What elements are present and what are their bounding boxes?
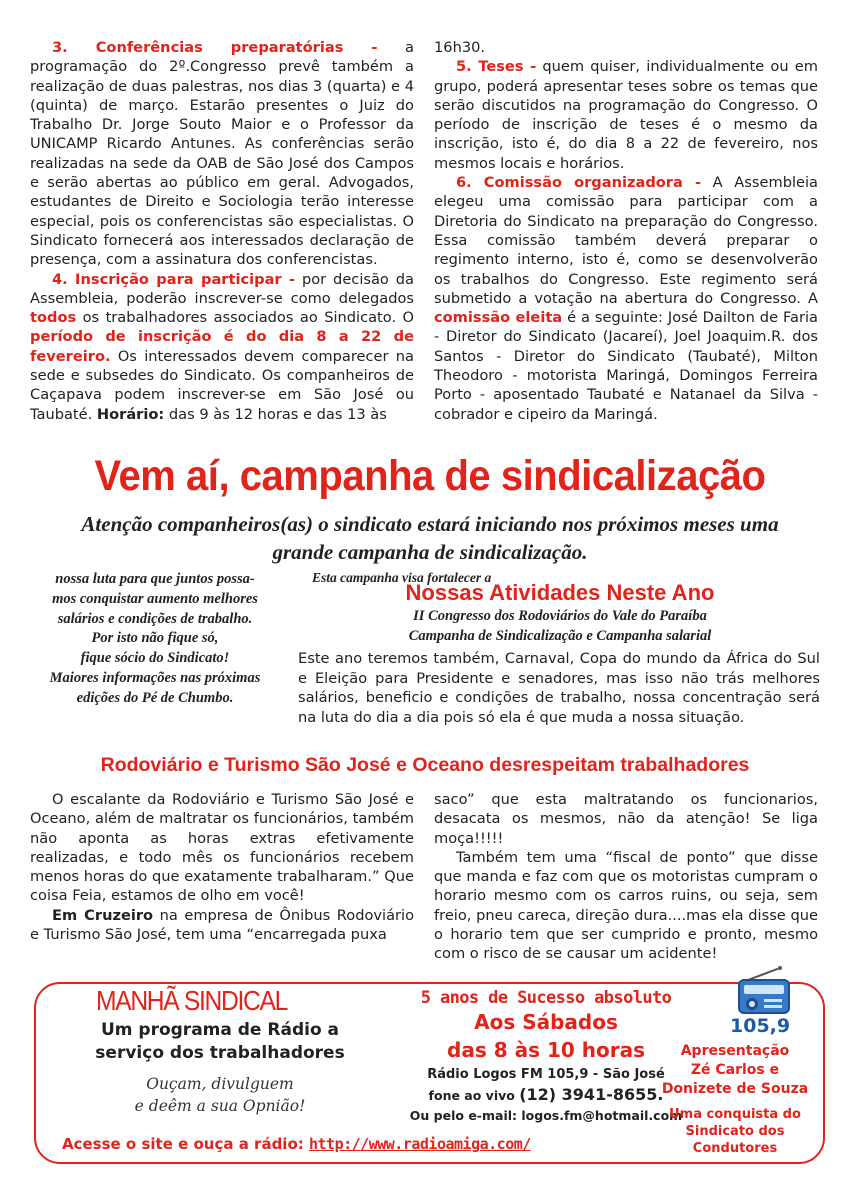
email-line: Ou pelo e-mail: logos.fm@hotmail.com — [409, 1108, 683, 1123]
article-column-left — [30, 790, 414, 944]
article-paragraph: Também tem uma “fiscal de ponto” que disse que manda e faz com que os motoristas cumpram o horario mesmo com os carros ruins, ou seja, sem freio, pneu careca, direção dura....mas ela disse que o horario tem que ser cumprido e pronto, mesmo com o risco de se causar um acidente! — [434, 848, 818, 963]
paragraph-inscricao: 4. Inscrição para participar - por decisão da Assembleia, poderão inscrever-se como delegados todos os trabalhadores associados ao Sindicato. O período de inscrição é do dia 8 a 22 de fevereiro. Os interessados devem comparecer na sede e subsedes do Sindicato. Os companheiros de Caçapava podem inscrever-se em São José ou Taubaté. Horário: das 9 às 12 horas e das 13 às — [30, 270, 414, 423]
article-column-right — [434, 790, 818, 964]
saturdays-line: Aos Sábados — [474, 1010, 618, 1034]
activities-title: Nossas Atividades Neste Ano — [405, 580, 715, 605]
campaign-line: mos conquistar aumento melhores — [52, 590, 258, 607]
paragraph-conferencias: 3. Conferências preparatórias - a programação do 2º.Congresso prevê também a realização de duas palestras, nos dias 3 (quarta) e 4 (quinta) de março. Estarão presentes o Juiz do Trabalho Dr. Jorge Souto Maior e o Professor da UNICAMP Ricardo Antunes. As conferências serão realizadas na sede da OAB de São José dos Campos e serão abertas ao público em geral. Advogados, estudantes de Direito e Sociologia terão interesse especial, pois os conferencistas são especialistas. O Sindicato fornecerá aos interessados declaração de presença, com a assinatura dos conferencistas. — [30, 39, 414, 269]
radio-icon — [736, 966, 792, 1016]
article-paragraph: O escalante da Rodoviário e Turismo São José e Oceano, além de maltratar os funcionários, também não aponta as horas extras efetivamente realizadas, e todo mês os funcionários recebem menos horas do que exatamente trabalharam.” Que coisa Feia, estamos de olho em você! — [30, 791, 414, 905]
continuation-text: 16h30. — [434, 39, 486, 56]
site-line: Acesse o site e ouça a rádio: http://www.radioamiga.com/ — [62, 1135, 531, 1153]
station-line: Rádio Logos FM 105,9 - São José — [427, 1067, 665, 1082]
article-paragraph: saco” que esta maltratando os funcionarios, desacata os mesmos, não da atenção! Se liga moça!!!!! — [434, 791, 818, 847]
campaign-line: Maiores informações nas próximas — [49, 669, 261, 686]
campaign-line: Por isto não fique só, — [91, 630, 219, 647]
hours-line: das 8 às 10 horas — [447, 1038, 645, 1062]
activities-text: Este ano teremos também, Carnaval, Copa do mundo da África do Sul e Eleição para Presidente e senadores, mas isso não trás melhores salários, beneficio e condições de trabalho, nossa concentração será na luta do dia a dia pois só ela é que muda a nossa situação. — [298, 650, 820, 726]
campaign-left-box — [30, 570, 280, 709]
column-left-top — [30, 38, 414, 424]
campaign-line: nossa luta para que juntos possa- — [55, 571, 255, 587]
listen-invitation: Ouçam, divulguem e deêm a sua Opnião! — [134, 1075, 306, 1115]
program-description: Um programa de Rádio a serviço dos trabalhadores — [95, 1020, 345, 1063]
phone-line: fone ao vivo (12) 3941-8655. — [428, 1085, 664, 1104]
column-right-top — [434, 38, 818, 424]
frequency-label: 105,9 — [730, 1015, 791, 1037]
campaign-line: salários e condições de trabalho. — [57, 610, 253, 627]
campaign-line: fique sócio do Sindicato! — [80, 650, 230, 667]
activities-line-congress: II Congresso dos Rodoviários do Vale do Paraíba — [413, 608, 707, 624]
article-title: Rodoviário e Turismo São José e Oceano desrespeitam trabalhadores — [100, 754, 750, 776]
paragraph-comissao: 6. Comissão organizadora - A Assembleia elegeu uma comissão para participar com a Diretoria do Sindicato na preparação do Congresso. Essa comissão também deverá preparar o regimento interno, isto é, como se desenvolverão os trabalhos do Congresso. Este regimento será submetido a votação na abertura do Congresso. A comissão eleita é a seguinte: José Dailton de Faria - Diretor do Sindicato (Jacareí), Joel Joaquim.R. dos Santos - Diretor do Sindicato (Taubaté), Milton Theodoro - motorista Maringá, Domingos Ferreira Porto - aposentado Taubaté e Natanael da Silva - cobrador e cipeiro da Maringá. — [434, 174, 818, 423]
campaign-headline: Vem aí, campanha de sindicalização — [94, 452, 766, 500]
campaign-overlap-text: Esta campanha visa fortalecer a — [312, 570, 492, 585]
conquest-note: Uma conquista do Sindicato dos Condutores — [669, 1107, 801, 1156]
presenters-block: Apresentação Zé Carlos e Donizete de Souza Uma conquista do Sindicato dos Condutores — [650, 1042, 820, 1157]
activities-line-campaign: Campanha de Sindicalização e Campanha salarial — [408, 628, 712, 644]
campaign-subhead: Atenção companheiros(as) o sindicato estará iniciando nos próximos meses uma grande campanha de sindicalização. — [81, 512, 779, 564]
success-line: 5 anos de Sucesso absoluto — [420, 988, 672, 1008]
campaign-line: edições do Pé de Chumbo. — [76, 689, 234, 706]
program-logo: MANHÃ SINDICAL — [96, 985, 288, 1016]
paragraph-teses: 5. Teses - quem quiser, individualmente ou em grupo, poderá apresentar teses sobre os temas que serão discutidos na programação do Congresso. O período de inscrição de teses é o mesmo da inscrição, isto é, do dia 8 a 22 de fevereiro, nos mesmos locais e horários. — [434, 58, 818, 172]
article-paragraph: Em Cruzeiro na empresa de Ônibus Rodoviário e Turismo São José, tem uma “encarregada puxa — [30, 906, 415, 944]
site-link[interactable]: http://www.radioamiga.com/ — [308, 1135, 531, 1153]
